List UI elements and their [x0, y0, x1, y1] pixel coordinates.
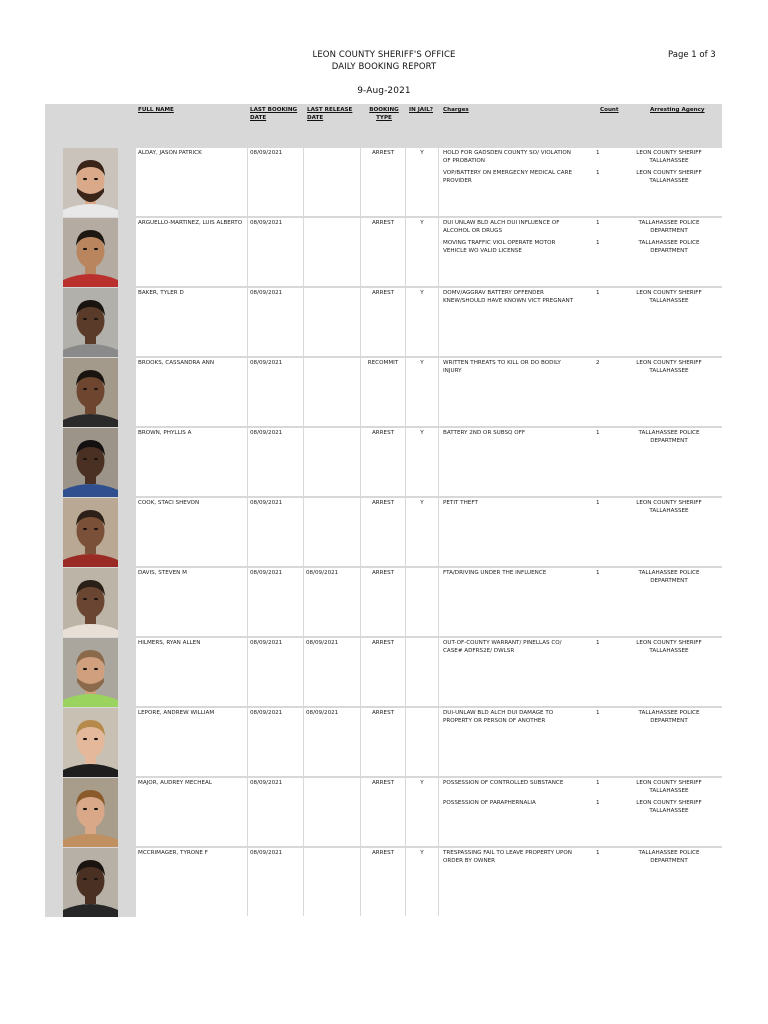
- photo-cell: [45, 848, 136, 917]
- release-date-text: 08/09/2021: [306, 710, 339, 716]
- full-name-text: COOK, STACI SHEVON: [138, 500, 200, 506]
- charges-cell: [439, 288, 722, 356]
- booking-type-text: ARREST: [371, 500, 395, 506]
- col-arresting-agency: Arresting Agency: [650, 107, 705, 113]
- in-jail-text: Y: [420, 850, 424, 856]
- charges-cell: [439, 428, 722, 496]
- booking-date-cell: [248, 428, 303, 496]
- charge-count: 1: [596, 220, 600, 226]
- mugshot-photo: [63, 778, 118, 847]
- charge-count: 1: [596, 170, 600, 176]
- booking-date-text: 08/09/2021: [250, 150, 283, 156]
- charges-cell: [439, 778, 722, 846]
- mugshot-photo: [63, 498, 118, 567]
- full-name-text: DAVIS, STEVEN M: [138, 570, 187, 576]
- booking-date-text: 08/09/2021: [250, 290, 283, 296]
- charges-cell: [439, 358, 722, 426]
- booking-type-text: ARREST: [371, 570, 395, 576]
- charge-text: DOMV/AGGRAV BATTERY OFFENDER KNEW/SHOULD HAVE KNOWN VICT PREGNANT: [443, 290, 574, 304]
- office-title: LEON COUNTY SHERIFF'S OFFICE: [312, 50, 456, 60]
- full-name-cell: [136, 778, 247, 846]
- full-name-text: ARGUELLO-MARTINEZ, LUIS ALBERTO: [138, 220, 243, 226]
- release-date-cell: [304, 218, 360, 286]
- mugshot: [63, 638, 118, 707]
- col-count: Count: [600, 107, 619, 113]
- booking-date-text: 08/09/2021: [250, 500, 283, 506]
- charges-cell: [439, 148, 722, 216]
- booking-type-cell: [361, 848, 405, 916]
- in-jail-text: Y: [420, 150, 424, 156]
- mugshot: [63, 848, 118, 917]
- photo-cell: [45, 148, 136, 217]
- report-title: DAILY BOOKING REPORT: [331, 62, 437, 72]
- in-jail-cell: [406, 498, 438, 566]
- charge-text: DUI-UNLAW BLD ALCH DUI DAMAGE TO PROPERTY OR PERSON OF ANOTHER: [443, 710, 554, 724]
- booking-type-text: ARREST: [371, 290, 395, 296]
- charge-text: PETIT THEFT: [443, 500, 478, 506]
- in-jail-text: Y: [420, 290, 424, 296]
- charge-count: 1: [596, 240, 600, 246]
- booking-date-text: 08/09/2021: [250, 850, 283, 856]
- in-jail-text: Y: [420, 500, 424, 506]
- mugshot: [63, 708, 118, 777]
- full-name-text: BROOKS, CASSANDRA ANN: [138, 360, 215, 366]
- booking-date-cell: [248, 148, 303, 216]
- mugshot: [63, 218, 118, 287]
- table-row: [45, 428, 722, 497]
- mugshot: [63, 498, 118, 567]
- booking-type-cell: [361, 568, 405, 636]
- full-name-cell: [136, 218, 247, 286]
- charge-text: FTA/DRIVING UNDER THE INFLUENCE: [443, 570, 547, 576]
- release-date-cell: [304, 358, 360, 426]
- photo-cell: [45, 218, 136, 287]
- arresting-agency: TALLAHASSEE POLICE DEPARTMENT: [638, 710, 700, 724]
- booking-type-cell: [361, 358, 405, 426]
- booking-date-cell: [248, 358, 303, 426]
- in-jail-cell: [406, 848, 438, 916]
- full-name-text: MCCRIMAGER, TYRONE F: [138, 850, 208, 856]
- photo-cell: [45, 568, 136, 637]
- release-date-cell: [304, 428, 360, 496]
- charge-count: 1: [596, 150, 600, 156]
- booking-type-text: RECOMMIT: [367, 360, 399, 366]
- page-number: Page 1 of 3: [668, 50, 716, 60]
- booking-type-text: ARREST: [371, 710, 395, 716]
- full-name-text: BROWN, PHYLLIS A: [138, 430, 192, 436]
- full-name-cell: [136, 708, 247, 776]
- table-header: [45, 104, 722, 148]
- arresting-agency: LEON COUNTY SHERIFF TALLAHASSEE: [636, 290, 702, 304]
- full-name-cell: [136, 288, 247, 356]
- charge-count: 1: [596, 430, 600, 436]
- charge-text: DUI UNLAW BLD ALCH DUI INFLUENCE OF ALCOHOL OR DRUGS: [443, 220, 560, 234]
- arresting-agency: LEON COUNTY SHERIFF TALLAHASSEE: [636, 150, 702, 164]
- mugshot-photo: [63, 708, 118, 777]
- full-name-text: HILMERS, RYAN ALLEN: [138, 640, 201, 646]
- arresting-agency: LEON COUNTY SHERIFF TALLAHASSEE: [636, 170, 702, 184]
- charge-count: 1: [596, 570, 600, 576]
- table-row: [45, 848, 722, 917]
- photo-cell: [45, 638, 136, 707]
- mugshot-photo: [63, 428, 118, 497]
- charges-cell: [439, 568, 722, 636]
- booking-date-cell: [248, 778, 303, 846]
- full-name-text: LEPORE, ANDREW WILLIAM: [138, 710, 215, 716]
- booking-date-text: 08/09/2021: [250, 220, 283, 226]
- booking-date-text: 08/09/2021: [250, 780, 283, 786]
- charge-count: 1: [596, 710, 600, 716]
- arresting-agency: TALLAHASSEE POLICE DEPARTMENT: [638, 850, 700, 864]
- arresting-agency: TALLAHASSEE POLICE DEPARTMENT: [638, 240, 700, 254]
- release-date-cell: [304, 778, 360, 846]
- col-charges: Charges: [443, 107, 469, 113]
- charge-count: 2: [596, 360, 600, 366]
- release-date-text: 08/09/2021: [306, 640, 339, 646]
- mugshot: [63, 568, 118, 637]
- photo-cell: [45, 288, 136, 357]
- full-name-text: MAJOR, AUDREY MECHEAL: [138, 780, 212, 786]
- col-in-jail: IN JAIL?: [409, 107, 434, 113]
- mugshot-photo: [63, 218, 118, 287]
- booking-type-text: ARREST: [371, 640, 395, 646]
- booking-type-text: ARREST: [371, 220, 395, 226]
- photo-cell: [45, 708, 136, 777]
- charges-cell: [439, 638, 722, 706]
- full-name-cell: [136, 428, 247, 496]
- full-name-cell: [136, 498, 247, 566]
- in-jail-cell: [406, 148, 438, 216]
- table-row: [45, 638, 722, 707]
- booking-date-text: 08/09/2021: [250, 360, 283, 366]
- in-jail-cell: [406, 428, 438, 496]
- table-row: [45, 288, 722, 357]
- mugshot: [63, 428, 118, 497]
- col-last-release: LAST RELEASE DATE: [307, 107, 353, 121]
- table-row: [45, 708, 722, 777]
- charge-text: HOLD FOR GADSDEN COUNTY SO/ VIOLATION OF PROBATION: [443, 150, 571, 164]
- booking-date-cell: [248, 498, 303, 566]
- charge-count: 1: [596, 500, 600, 506]
- booking-type-cell: [361, 428, 405, 496]
- charge-text: BATTERY 2ND OR SUBSQ OFF: [443, 430, 526, 436]
- release-date-cell: [304, 148, 360, 216]
- release-date-cell: [304, 498, 360, 566]
- booking-date-cell: [248, 848, 303, 916]
- in-jail-cell: [406, 288, 438, 356]
- mugshot-photo: [63, 148, 118, 217]
- mugshot: [63, 358, 118, 427]
- booking-type-cell: [361, 638, 405, 706]
- booking-date-cell: [248, 708, 303, 776]
- mugshot-photo: [63, 288, 118, 357]
- release-date-text: 08/09/2021: [306, 570, 339, 576]
- booking-table: [45, 104, 722, 916]
- full-name-text: ALDAY, JASON PATRICK: [138, 150, 202, 156]
- full-name-cell: [136, 848, 247, 916]
- arresting-agency: TALLAHASSEE POLICE DEPARTMENT: [638, 570, 700, 584]
- arresting-agency: LEON COUNTY SHERIFF TALLAHASSEE: [636, 360, 702, 374]
- booking-type-cell: [361, 288, 405, 356]
- full-name-cell: [136, 638, 247, 706]
- in-jail-cell: [406, 218, 438, 286]
- release-date-cell: [304, 708, 360, 776]
- arresting-agency: TALLAHASSEE POLICE DEPARTMENT: [638, 430, 700, 444]
- charge-text: TRESPASSING FAIL TO LEAVE PROPERTY UPON ORDER BY OWNER: [443, 850, 572, 864]
- release-date-cell: [304, 288, 360, 356]
- arresting-agency: TALLAHASSEE POLICE DEPARTMENT: [638, 220, 700, 234]
- booking-date-text: 08/09/2021: [250, 710, 283, 716]
- booking-date-cell: [248, 288, 303, 356]
- charge-text: POSSESSION OF CONTROLLED SUBSTANCE: [443, 780, 564, 786]
- booking-date-cell: [248, 638, 303, 706]
- charges-cell: [439, 848, 722, 916]
- mugshot-photo: [63, 358, 118, 427]
- release-date-cell: [304, 638, 360, 706]
- booking-date-cell: [248, 218, 303, 286]
- release-date-cell: [304, 568, 360, 636]
- charge-text: WRITTEN THREATS TO KILL OR DO BODILY INJURY: [443, 360, 561, 374]
- arresting-agency: LEON COUNTY SHERIFF TALLAHASSEE: [636, 500, 702, 514]
- charge-count: 1: [596, 850, 600, 856]
- table-row: [45, 778, 722, 847]
- table-row: [45, 568, 722, 637]
- table-row: [45, 358, 722, 427]
- booking-type-cell: [361, 708, 405, 776]
- charge-count: 1: [596, 640, 600, 646]
- charges-cell: [439, 218, 722, 286]
- booking-date-text: 08/09/2021: [250, 570, 283, 576]
- charge-count: 1: [596, 800, 600, 806]
- charge-text: VOP/BATTERY ON EMERGECNY MEDICAL CARE PROVIDER: [443, 170, 573, 184]
- charge-count: 1: [596, 780, 600, 786]
- col-full-name: FULL NAME: [138, 107, 174, 113]
- charge-text: MOVING TRAFFIC VIOL OPERATE MOTOR VEHICLE WO VALID LICENSE: [443, 240, 556, 254]
- full-name-cell: [136, 148, 247, 216]
- booking-date-text: 08/09/2021: [250, 430, 283, 436]
- full-name-cell: [136, 568, 247, 636]
- booking-date-text: 08/09/2021: [250, 640, 283, 646]
- photo-cell: [45, 498, 136, 567]
- booking-type-cell: [361, 218, 405, 286]
- charge-text: OUT-OF-COUNTY WARRANT/ PINELLAS CO/ CASE# ADFRS2E/ DWLSR: [443, 640, 562, 654]
- photo-cell: [45, 778, 136, 847]
- charges-cell: [439, 498, 722, 566]
- in-jail-cell: [406, 778, 438, 846]
- in-jail-cell: [406, 568, 438, 636]
- full-name-text: BAKER, TYLER D: [138, 290, 184, 296]
- photo-cell: [45, 358, 136, 427]
- booking-type-cell: [361, 498, 405, 566]
- in-jail-text: Y: [420, 220, 424, 226]
- table-row: [45, 498, 722, 567]
- col-booking-type: BOOKING TYPE: [369, 107, 399, 121]
- in-jail-text: Y: [420, 430, 424, 436]
- arresting-agency: LEON COUNTY SHERIFF TALLAHASSEE: [636, 640, 702, 654]
- booking-type-text: ARREST: [371, 150, 395, 156]
- booking-type-text: ARREST: [371, 780, 395, 786]
- mugshot: [63, 148, 118, 217]
- mugshot-photo: [63, 638, 118, 707]
- charge-count: 1: [596, 290, 600, 296]
- full-name-cell: [136, 358, 247, 426]
- mugshot-photo: [63, 568, 118, 637]
- release-date-cell: [304, 848, 360, 916]
- mugshot-photo: [63, 848, 118, 917]
- table-row: [45, 148, 722, 217]
- in-jail-text: Y: [420, 360, 424, 366]
- in-jail-cell: [406, 358, 438, 426]
- mugshot: [63, 288, 118, 357]
- in-jail-cell: [406, 708, 438, 776]
- booking-type-cell: [361, 148, 405, 216]
- charge-text: POSSESSION OF PARAPHERNALIA: [443, 800, 536, 806]
- booking-date-cell: [248, 568, 303, 636]
- arresting-agency: LEON COUNTY SHERIFF TALLAHASSEE: [636, 800, 702, 814]
- booking-type-text: ARREST: [371, 850, 395, 856]
- photo-cell: [45, 428, 136, 497]
- report-date: 9-Aug-2021: [357, 86, 411, 96]
- charges-cell: [439, 708, 722, 776]
- col-last-booking: LAST BOOKING DATE: [250, 107, 298, 121]
- in-jail-text: Y: [420, 780, 424, 786]
- mugshot: [63, 778, 118, 847]
- booking-type-cell: [361, 778, 405, 846]
- booking-type-text: ARREST: [371, 430, 395, 436]
- table-row: [45, 218, 722, 287]
- in-jail-cell: [406, 638, 438, 706]
- arresting-agency: LEON COUNTY SHERIFF TALLAHASSEE: [636, 780, 702, 794]
